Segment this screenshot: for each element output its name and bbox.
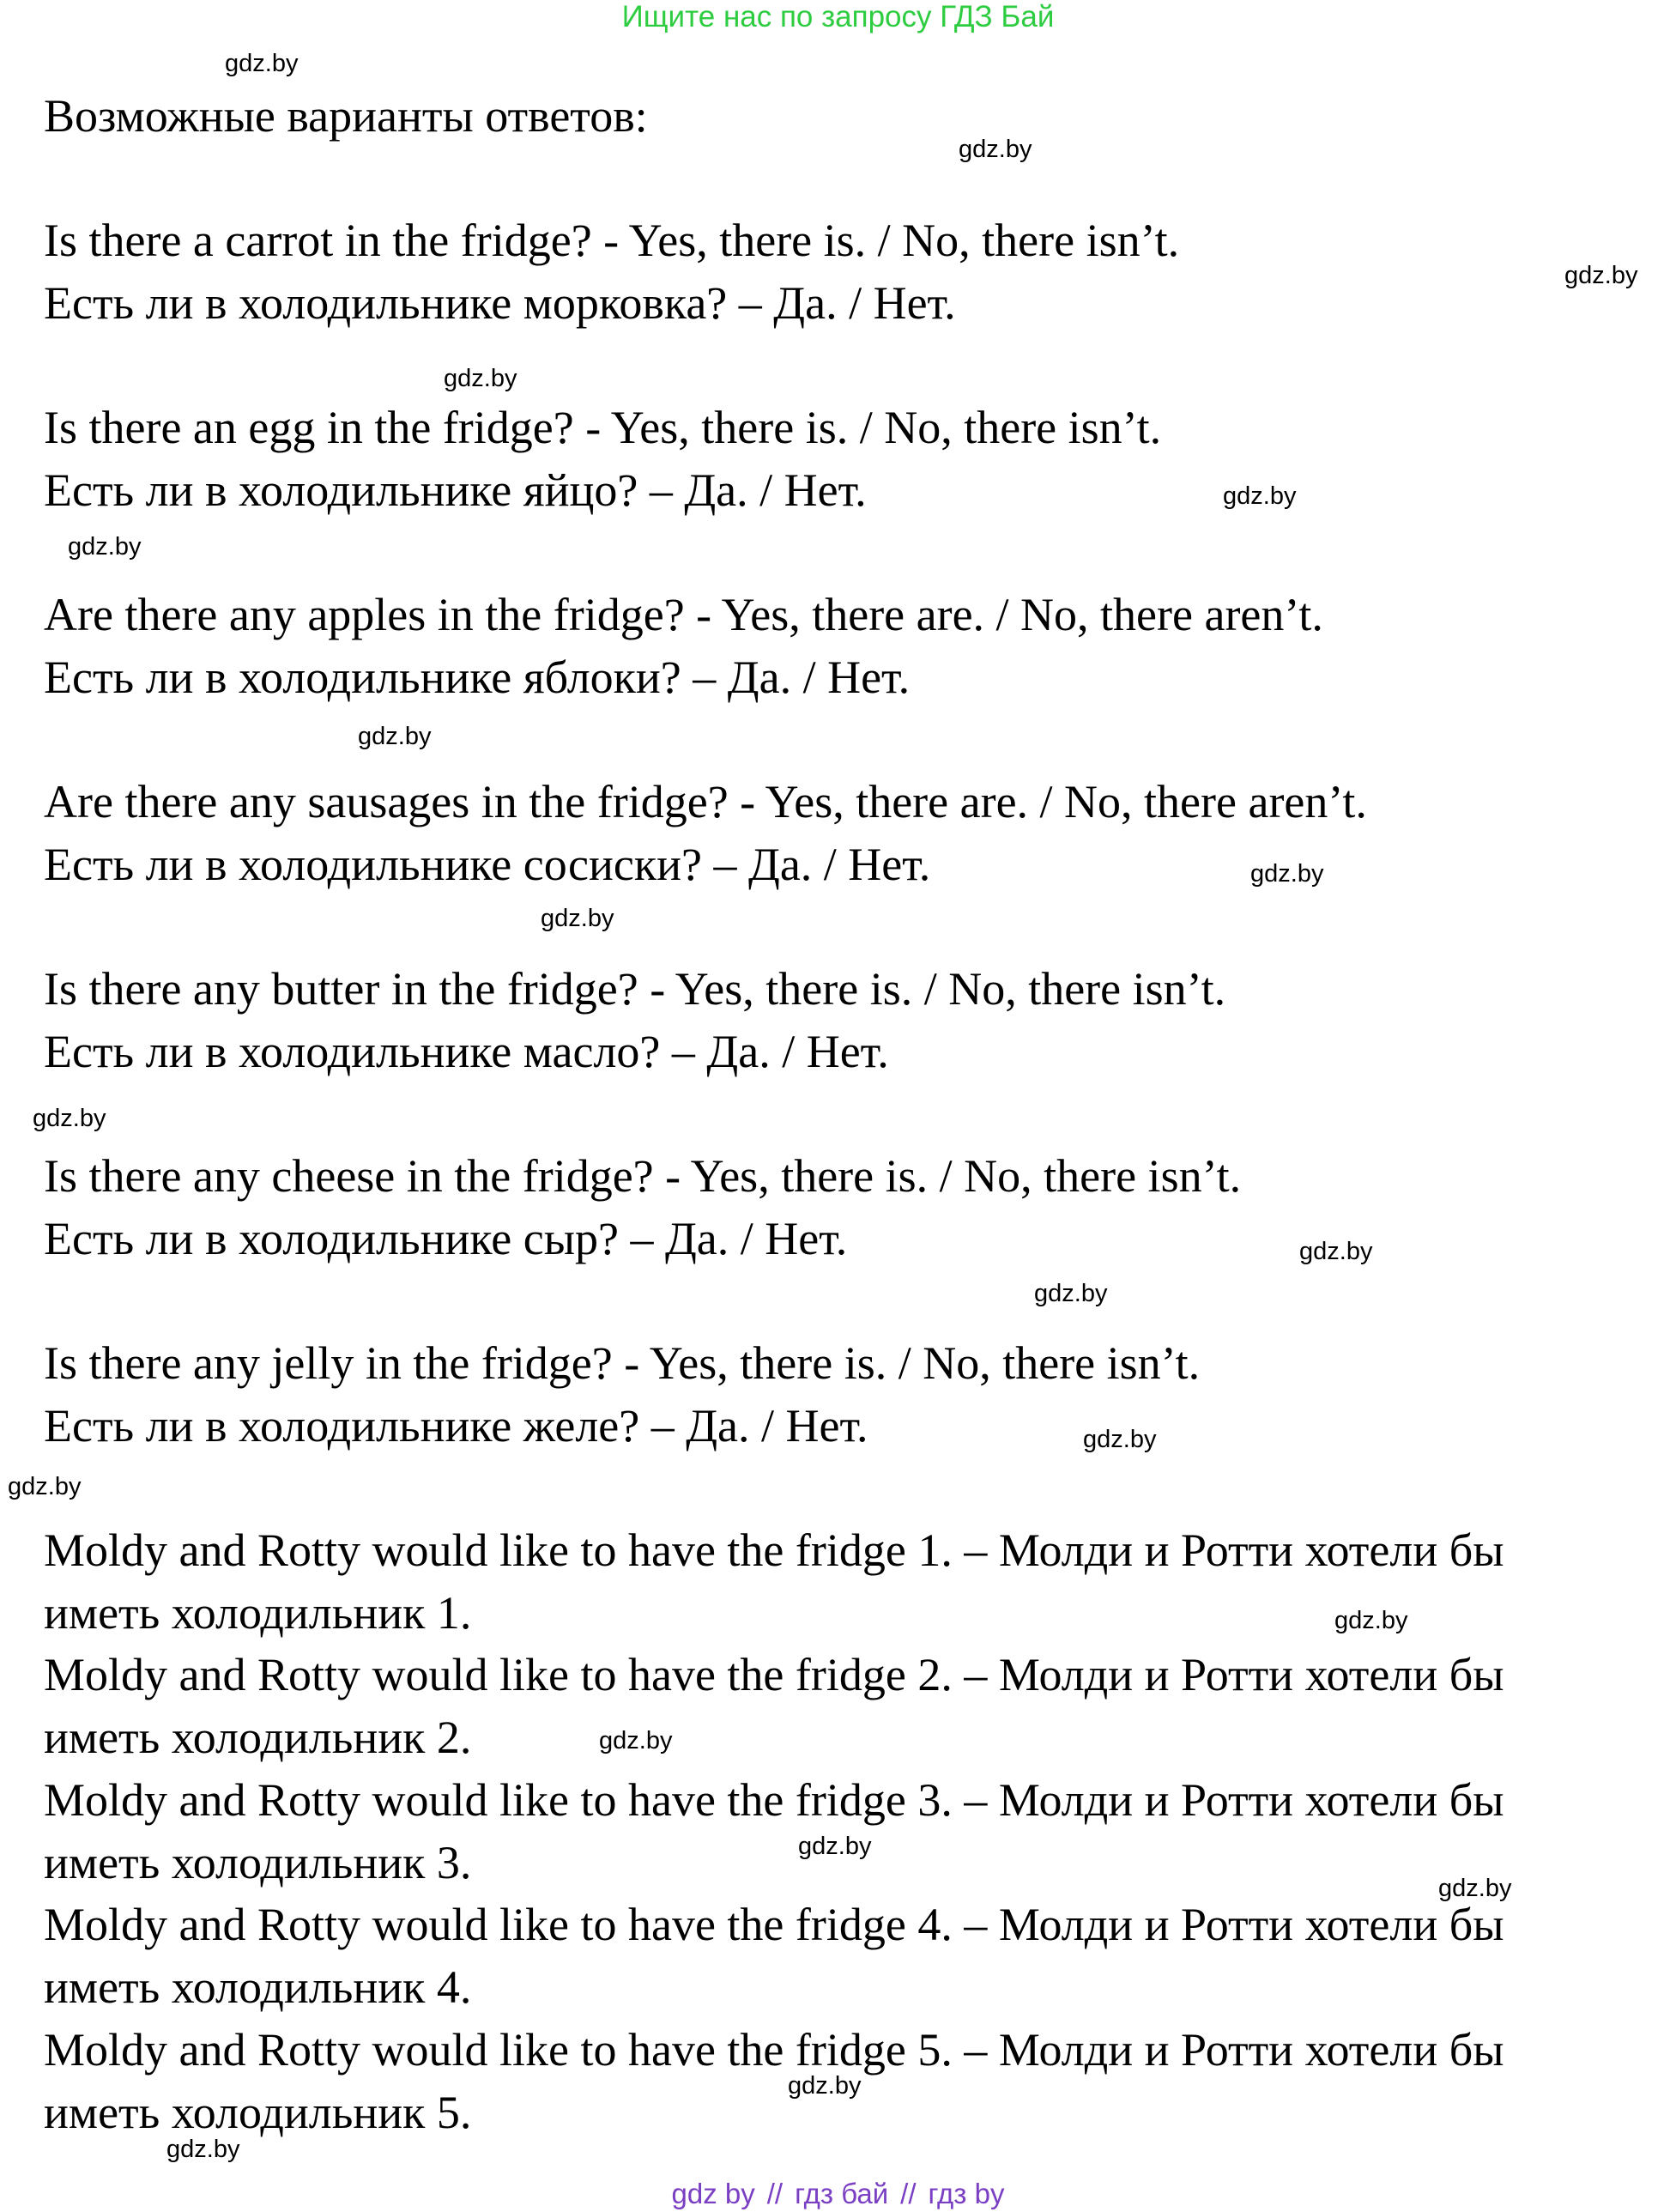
watermark: gdz.by [1034, 1280, 1108, 1307]
watermark: gdz.by [8, 1473, 82, 1500]
qa-ru-3: Есть ли в холодильнике яблоки? – Да. / Нет. [44, 651, 911, 703]
fridge-line-1b: иметь холодильник 1. [44, 1587, 472, 1639]
watermark: gdz.by [1438, 1875, 1512, 1902]
watermark: gdz.by [959, 136, 1032, 163]
footer-separator: // [900, 2178, 917, 2209]
watermark: gdz.by [1334, 1607, 1408, 1634]
watermark: gdz.by [1250, 860, 1324, 888]
fridge-line-1a: Moldy and Rotty would like to have the fridge 1. – Молди и Ротти хотели бы [44, 1524, 1504, 1576]
watermark: gdz.by [1223, 482, 1297, 510]
footer-link-gdz-by-cyr[interactable]: гдз by [928, 2178, 1005, 2209]
footer-link-gdz-bai[interactable]: гдз бай [795, 2178, 889, 2209]
watermark: gdz.by [225, 50, 299, 77]
watermark: gdz.by [798, 1833, 872, 1860]
fridge-line-5b: иметь холодильник 5. [44, 2087, 472, 2138]
fridge-line-4b: иметь холодильник 4. [44, 1961, 472, 2013]
fridge-line-5a: Moldy and Rotty would like to have the fridge 5. – Молди и Ротти хотели бы [44, 2024, 1504, 2076]
fridge-line-4a: Moldy and Rotty would like to have the fridge 4. – Молди и Ротти хотели бы [44, 1899, 1504, 1950]
qa-en-2: Is there an egg in the fridge? - Yes, there is. / No, there isn’t. [44, 402, 1162, 453]
qa-en-3: Are there any apples in the fridge? - Yes, there are. / No, there aren’t. [44, 589, 1323, 640]
fridge-line-3b: иметь холодильник 3. [44, 1837, 472, 1888]
watermark: gdz.by [1564, 262, 1638, 289]
qa-ru-2: Есть ли в холодильнике яйцо? – Да. / Нет. [44, 464, 867, 516]
footer-separator: // [766, 2178, 784, 2209]
heading: Возможные варианты ответов: [44, 90, 648, 142]
qa-ru-7: Есть ли в холодильнике желе? – Да. / Нет. [44, 1400, 868, 1451]
qa-en-7: Is there any jelly in the fridge? - Yes, there is. / No, there isn’t. [44, 1337, 1201, 1389]
watermark: gdz.by [358, 723, 432, 750]
watermark: gdz.by [788, 2072, 862, 2100]
qa-en-1: Is there a carrot in the fridge? - Yes, there is. / No, there isn’t. [44, 215, 1180, 266]
footer-link-gdz-by[interactable]: gdz by [671, 2178, 755, 2209]
qa-ru-1: Есть ли в холодильнике морковка? – Да. / Нет. [44, 277, 956, 329]
qa-en-6: Is there any cheese in the fridge? - Yes, there is. / No, there isn’t. [44, 1150, 1242, 1202]
watermark: gdz.by [33, 1105, 106, 1132]
fridge-line-3a: Moldy and Rotty would like to have the fridge 3. – Молди и Ротти хотели бы [44, 1774, 1504, 1826]
qa-en-5: Is there any butter in the fridge? - Yes, there is. / No, there isn’t. [44, 963, 1226, 1015]
qa-ru-6: Есть ли в холодильнике сыр? – Да. / Нет. [44, 1213, 848, 1264]
footer-links [0, 2177, 1676, 2211]
watermark: gdz.by [541, 905, 614, 932]
fridge-line-2a: Moldy and Rotty would like to have the fridge 2. – Молди и Ротти хотели бы [44, 1649, 1504, 1700]
fridge-line-2b: иметь холодильник 2. [44, 1712, 472, 1763]
qa-ru-4: Есть ли в холодильнике сосиски? – Да. / Нет. [44, 839, 931, 890]
watermark: gdz.by [599, 1727, 673, 1754]
top-banner: Ищите нас по запросу ГДЗ Бай [621, 0, 1055, 33]
watermark: gdz.by [1083, 1426, 1157, 1453]
watermark: gdz.by [1299, 1238, 1373, 1265]
watermark: gdz.by [166, 2136, 240, 2163]
watermark: gdz.by [68, 533, 142, 561]
qa-en-4: Are there any sausages in the fridge? - Yes, there are. / No, there aren’t. [44, 776, 1367, 827]
qa-ru-5: Есть ли в холодильнике масло? – Да. / Нет. [44, 1026, 889, 1077]
watermark: gdz.by [444, 365, 517, 392]
